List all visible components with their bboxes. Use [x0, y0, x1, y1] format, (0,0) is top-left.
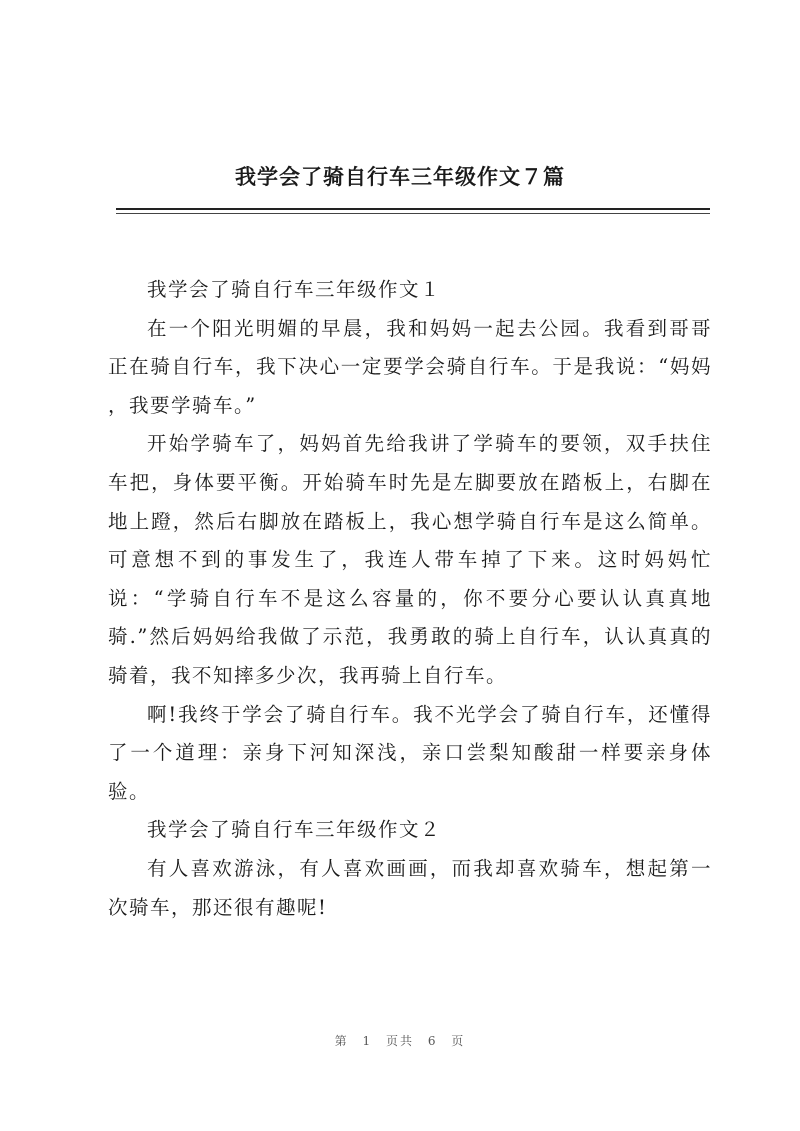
footer-total-pages: 6: [427, 1034, 438, 1048]
paragraph: 在一个阳光明媚的早晨，我和妈妈一起去公园。我看到哥哥正在骑自行车，我下决心一定要学会骑自行车。于是我说：“妈妈 ，我要学骑车。”: [108, 316, 712, 417]
document-title: 我学会了骑自行车三年级作文７篇: [235, 164, 565, 189]
paragraph: 啊!我终于学会了骑自行车。我不光学会了骑自行车，还懂得了一个道理：亲身下河知深浅，亲口尝梨知酸甜一样要亲身体验。: [108, 702, 712, 803]
footer-suffix: 页: [451, 1034, 466, 1048]
document-body: [108, 271, 712, 927]
paragraph: 开始学骑车了，妈妈首先给我讲了学骑车的要领，双手扶住车把，身体要平衡。开始骑车时先是左脚要放在踏板上，右脚在地上蹬，然后右脚放在踏板上，我心想学骑自行车是这么简单。可意想不到的事发生了，我连人带车掉了下来。这时妈妈忙说：“学骑自行车不是这么容量的，你不要分心要认认真真地骑.”然后妈妈给我做了示范，我勇敢的骑上自行车，认认真真的骑着，我不知摔多少次，我再骑上自行车。: [108, 432, 712, 687]
footer-prefix: 第: [334, 1034, 349, 1048]
title-divider-thick: [116, 208, 710, 210]
footer-page-number: 1: [362, 1034, 373, 1048]
section-heading-2: 我学会了骑自行车三年级作文２: [147, 818, 442, 842]
page-footer: [0, 1032, 800, 1049]
title-divider-thin: [116, 213, 710, 214]
section-heading-1: 我学会了骑自行车三年级作文１: [147, 278, 442, 301]
paragraph: 有人喜欢游泳，有人喜欢画画，而我却喜欢骑车，想起第一次骑车，那还很有趣呢!: [108, 856, 712, 919]
footer-mid: 页共: [385, 1034, 414, 1048]
